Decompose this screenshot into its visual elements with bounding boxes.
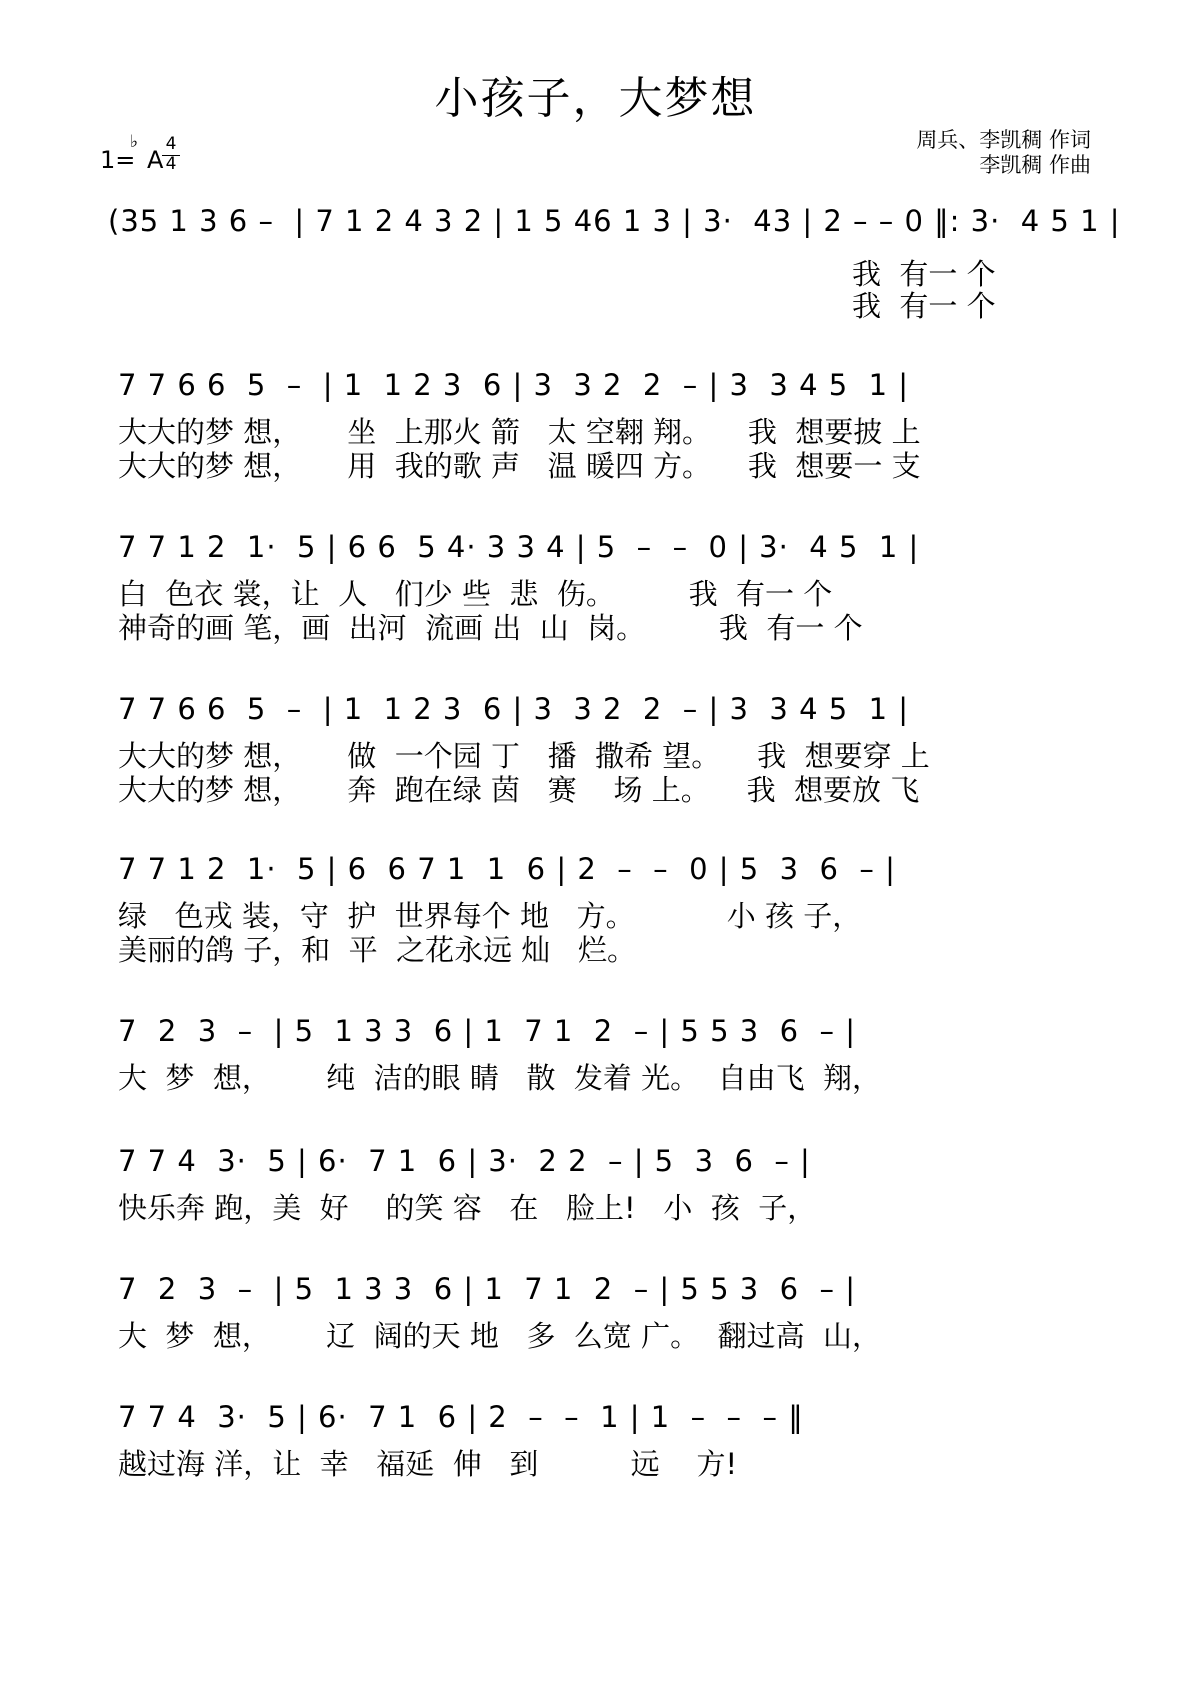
lyric-line: 大 梦 想， 纯 洁的眼 睛 散 发着 光。 自由飞 翔， <box>118 1061 882 1095</box>
lyricist-credit: 周兵、李凯稠 作词 <box>916 128 1091 152</box>
time-signature-denominator: 4 <box>162 155 180 173</box>
notation-line: 7 7 1 2 1· 5 | 6 6 7 1 1 6 | 2 – – 0 | 5 3 6 – | <box>118 852 896 886</box>
lyric-line: 白 色衣 裳，让 人 们少 些 悲 伤。 我 有一 个 <box>118 577 833 611</box>
lyric-line: 美丽的鸽 子，和 平 之花永远 灿 烂。 <box>118 933 636 967</box>
lyric-line: 绿 色戎 装，守 护 世界每个 地 方。 小 孩 子， <box>118 899 862 933</box>
key-note: A <box>147 146 164 174</box>
composer-credit: 李凯稠 作曲 <box>979 153 1091 177</box>
notation-line: 7 7 6 6 5 – | 1 1 2 3 6 | 3 3 2 2 – | 3 3 4 5 1 | <box>118 368 910 402</box>
flat-sign: ♭ <box>130 132 139 152</box>
notation-line: 7 2 3 – | 5 1 3 3 6 | 1 7 1 2 – | 5 5 3 6 – | <box>118 1014 856 1048</box>
key-label: 1= <box>100 146 136 174</box>
lyric-line: 大大的梦 想， 用 我的歌 声 温 暖四 方。 我 想要一 支 <box>118 449 921 483</box>
notation-line: 7 2 3 – | 5 1 3 3 6 | 1 7 1 2 – | 5 5 3 6 – | <box>118 1272 856 1306</box>
lyric-line: 我 有一 个 <box>852 257 996 291</box>
notation-line: (35 1 3 6 – | 7 1 2 4 3 2 | 1 5 46 1 3 | 3· 43 | 2 – – 0 ‖: 3· 4 5 1 | <box>108 204 1121 238</box>
lyric-line: 大 梦 想， 辽 阔的天 地 多 么宽 广。 翻过高 山， <box>118 1319 882 1353</box>
page-title: 小孩子，大梦想 <box>434 73 757 124</box>
notation-line: 7 7 4 3· 5 | 6· 7 1 6 | 2 – – 1 | 1 – – – ‖ <box>118 1400 804 1434</box>
lyric-line: 快乐奔 跑，美 好 的笑 容 在 脸上! 小 孩 子， <box>118 1191 817 1225</box>
notation-line: 7 7 6 6 5 – | 1 1 2 3 6 | 3 3 2 2 – | 3 3 4 5 1 | <box>118 692 910 726</box>
lyric-line: 越过海 洋，让 幸 福延 伸 到 远 方! <box>118 1447 738 1481</box>
lyric-line: 大大的梦 想， 做 一个园 丁 播 撒希 望。 我 想要穿 上 <box>118 739 930 773</box>
lyric-line: 大大的梦 想， 奔 跑在绿 茵 赛 场 上。 我 想要放 飞 <box>118 773 920 807</box>
notation-line: 7 7 4 3· 5 | 6· 7 1 6 | 3· 2 2 – | 5 3 6 – | <box>118 1144 811 1178</box>
lyric-line: 我 有一 个 <box>852 289 996 323</box>
lyric-line: 神奇的画 笔，画 出河 流画 出 山 岗。 我 有一 个 <box>118 611 863 645</box>
credits <box>916 128 1091 178</box>
time-signature-numerator: 4 <box>165 134 177 154</box>
notation-line: 7 7 1 2 1· 5 | 6 6 5 4· 3 3 4 | 5 – – 0 | 3· 4 5 1 | <box>118 530 920 564</box>
lyric-line: 大大的梦 想， 坐 上那火 箭 太 空翱 翔。 我 想要披 上 <box>118 415 921 449</box>
key-signature <box>100 132 177 174</box>
